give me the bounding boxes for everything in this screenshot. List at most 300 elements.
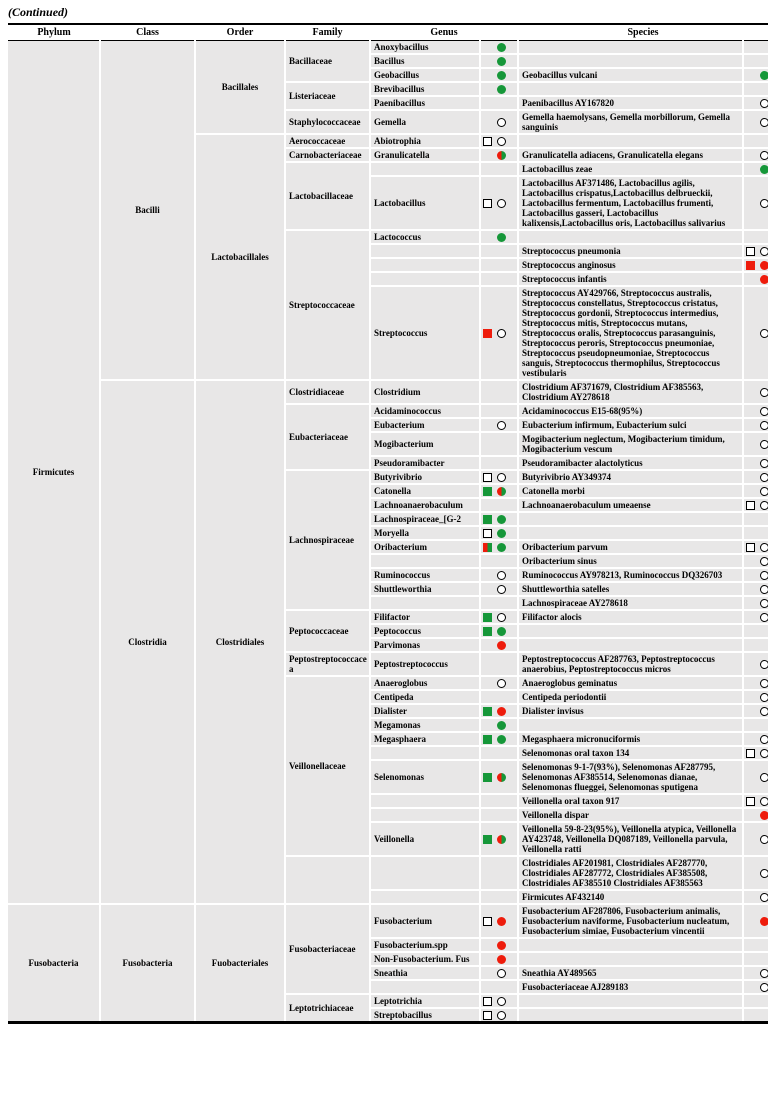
marker-open-circle <box>497 585 506 594</box>
species-markers-cell <box>743 470 768 484</box>
genus-markers-cell <box>480 470 518 484</box>
marker-open-circle <box>760 407 769 416</box>
species-markers-cell <box>743 856 768 890</box>
genus-markers-cell <box>480 110 518 134</box>
genus-cell: Gemella <box>370 110 480 134</box>
species-markers-cell <box>743 704 768 718</box>
family-group-cell <box>285 856 370 904</box>
species-cell: Ruminococcus AY978213, Ruminococcus DQ326703 <box>518 568 743 582</box>
genus-cell: Brevibacillus <box>370 82 480 96</box>
genus-cell <box>370 258 480 272</box>
species-cell: Shuttleworthia satelles <box>518 582 743 596</box>
table-row <box>8 380 768 404</box>
genus-markers-cell <box>480 484 518 498</box>
species-cell <box>518 952 743 966</box>
genus-markers-cell <box>480 980 518 994</box>
genus-cell: Ruminococcus <box>370 568 480 582</box>
species-cell: Selenomonas 9-1-7(93%), Selenomonas AF287795, Selenomonas AF385514, Selenomonas dianae, Selenomonas flueggei, Selenomonas sputigena <box>518 760 743 794</box>
marker-red-green-split-square <box>483 543 492 552</box>
species-markers-cell <box>743 938 768 952</box>
marker-open-circle <box>760 707 769 716</box>
species-markers-cell <box>743 540 768 554</box>
species-markers-cell <box>743 418 768 432</box>
species-cell <box>518 54 743 68</box>
class-group-cell: Fusobacteria <box>100 904 195 1023</box>
marker-open-circle <box>760 199 769 208</box>
marker-green-circle <box>497 71 506 80</box>
species-cell: Clostridium AF371679, Clostridium AF385563, Clostridium AY278618 <box>518 380 743 404</box>
marker-open-circle <box>760 613 769 622</box>
marker-open-circle <box>760 543 769 552</box>
genus-markers-cell <box>480 286 518 380</box>
species-markers-cell <box>743 456 768 470</box>
species-markers-cell <box>743 258 768 272</box>
genus-markers-cell <box>480 134 518 148</box>
species-markers-cell <box>743 904 768 938</box>
genus-cell <box>370 794 480 808</box>
species-markers-cell <box>743 404 768 418</box>
family-group-cell: Staphylococcaceae <box>285 110 370 134</box>
marker-red-circle <box>497 641 506 650</box>
genus-cell: Dialister <box>370 704 480 718</box>
species-cell: Pseudoramibacter alactolyticus <box>518 456 743 470</box>
genus-cell <box>370 890 480 904</box>
species-markers-cell <box>743 148 768 162</box>
genus-markers-cell <box>480 994 518 1008</box>
marker-green-square <box>483 613 492 622</box>
species-markers-cell <box>743 432 768 456</box>
genus-cell <box>370 162 480 176</box>
marker-open-circle <box>760 983 769 992</box>
marker-open-circle <box>760 893 769 902</box>
family-group-cell: Lachnospiraceae <box>285 470 370 610</box>
genus-cell: Non-Fusobacterium. Fus <box>370 952 480 966</box>
marker-open-square <box>483 199 492 208</box>
marker-open-circle <box>760 585 769 594</box>
marker-green-circle <box>760 71 769 80</box>
species-markers-cell <box>743 746 768 760</box>
marker-green-square <box>483 627 492 636</box>
species-cell: Lachnospiraceae AY278618 <box>518 596 743 610</box>
genus-markers-cell <box>480 148 518 162</box>
marker-red-circle <box>760 811 769 820</box>
species-markers-cell <box>743 512 768 526</box>
genus-cell: Geobacillus <box>370 68 480 82</box>
species-markers-cell <box>743 41 768 55</box>
species-cell: Paenibacillus AY167820 <box>518 96 743 110</box>
genus-markers-cell <box>480 952 518 966</box>
family-group-cell: Veillonellaceae <box>285 676 370 856</box>
species-cell <box>518 638 743 652</box>
marker-open-circle <box>497 1011 506 1020</box>
marker-open-circle <box>760 571 769 580</box>
marker-open-circle <box>497 997 506 1006</box>
genus-cell: Oribacterium <box>370 540 480 554</box>
genus-markers-cell <box>480 610 518 624</box>
marker-green-square <box>483 835 492 844</box>
marker-red-circle <box>497 917 506 926</box>
species-cell <box>518 526 743 540</box>
genus-cell: Veillonella <box>370 822 480 856</box>
marker-red-green-split-circle <box>497 151 506 160</box>
genus-cell: Filifactor <box>370 610 480 624</box>
species-markers-cell <box>743 718 768 732</box>
species-cell: Streptococcus anginosus <box>518 258 743 272</box>
marker-red-circle <box>760 275 769 284</box>
species-cell: Gemella haemolysans, Gemella morbillorum, Gemella sanguinis <box>518 110 743 134</box>
genus-cell <box>370 244 480 258</box>
marker-open-circle <box>497 118 506 127</box>
species-cell: Filifactor alocis <box>518 610 743 624</box>
marker-open-circle <box>760 599 769 608</box>
marker-red-circle <box>760 261 769 270</box>
genus-markers-cell <box>480 568 518 582</box>
species-cell: Sneathia AY489565 <box>518 966 743 980</box>
marker-open-square <box>483 473 492 482</box>
species-cell: Butyrivibrio AY349374 <box>518 470 743 484</box>
genus-markers-cell <box>480 526 518 540</box>
marker-open-circle <box>760 388 769 397</box>
genus-cell: Paenibacillus <box>370 96 480 110</box>
column-header-order: Order <box>195 24 285 41</box>
species-cell: Geobacillus vulcani <box>518 68 743 82</box>
family-group-cell: Peptococcaceae <box>285 610 370 652</box>
genus-markers-cell <box>480 904 518 938</box>
genus-cell: Lachnoanaerobaculum <box>370 498 480 512</box>
genus-markers-cell <box>480 938 518 952</box>
genus-markers-cell <box>480 638 518 652</box>
marker-open-square <box>483 997 492 1006</box>
species-cell <box>518 512 743 526</box>
species-cell: Catonella morbi <box>518 484 743 498</box>
species-markers-cell <box>743 690 768 704</box>
species-cell: Acidaminococcus E15-68(95%) <box>518 404 743 418</box>
family-group-cell: Clostridiaceae <box>285 380 370 404</box>
order-group-cell: Fuobacteriales <box>195 904 285 1023</box>
species-markers-cell <box>743 822 768 856</box>
marker-red-circle <box>497 955 506 964</box>
family-group-cell: Bacillaceae <box>285 41 370 83</box>
species-markers-cell <box>743 952 768 966</box>
genus-markers-cell <box>480 1008 518 1023</box>
species-cell <box>518 1008 743 1023</box>
genus-cell: Mogibacterium <box>370 432 480 456</box>
genus-markers-cell <box>480 596 518 610</box>
phylum-group-cell: Firmicutes <box>8 41 100 905</box>
marker-green-square <box>483 707 492 716</box>
species-markers-cell <box>743 808 768 822</box>
genus-cell: Anoxybacillus <box>370 41 480 55</box>
genus-markers-cell <box>480 230 518 244</box>
genus-cell: Catonella <box>370 484 480 498</box>
marker-open-circle <box>760 969 769 978</box>
genus-markers-cell <box>480 96 518 110</box>
marker-green-circle <box>497 515 506 524</box>
marker-open-circle <box>497 969 506 978</box>
species-cell <box>518 718 743 732</box>
genus-markers-cell <box>480 890 518 904</box>
marker-green-square <box>483 515 492 524</box>
genus-cell: Bacillus <box>370 54 480 68</box>
marker-red-green-split-circle <box>497 773 506 782</box>
genus-cell: Leptotrichia <box>370 994 480 1008</box>
species-markers-cell <box>743 994 768 1008</box>
marker-green-square <box>483 487 492 496</box>
marker-green-circle <box>497 543 506 552</box>
genus-cell: Streptobacillus <box>370 1008 480 1023</box>
genus-markers-cell <box>480 856 518 890</box>
genus-markers-cell <box>480 822 518 856</box>
genus-cell: Megamonas <box>370 718 480 732</box>
genus-markers-cell <box>480 704 518 718</box>
marker-green-circle <box>497 85 506 94</box>
marker-green-circle <box>497 233 506 242</box>
genus-cell <box>370 272 480 286</box>
species-markers-cell <box>743 568 768 582</box>
marker-red-square <box>746 261 755 270</box>
family-group-cell: Leptotrichiaceae <box>285 994 370 1023</box>
species-markers-cell <box>743 966 768 980</box>
genus-cell: Granulicatella <box>370 148 480 162</box>
marker-open-circle <box>760 151 769 160</box>
marker-open-square <box>483 1011 492 1020</box>
species-markers-cell <box>743 652 768 676</box>
species-cell: Eubacterium infirmum, Eubacterium sulci <box>518 418 743 432</box>
genus-markers-cell <box>480 582 518 596</box>
column-header-species: Species <box>518 24 768 41</box>
species-markers-cell <box>743 980 768 994</box>
genus-markers-cell <box>480 404 518 418</box>
genus-cell: Lachnospiraceae_[G-2 <box>370 512 480 526</box>
genus-cell <box>370 856 480 890</box>
species-markers-cell <box>743 1008 768 1023</box>
genus-cell: Fusobacterium <box>370 904 480 938</box>
marker-red-circle <box>497 941 506 950</box>
family-group-cell: Listeriaceae <box>285 82 370 110</box>
species-markers-cell <box>743 286 768 380</box>
species-markers-cell <box>743 380 768 404</box>
genus-cell <box>370 980 480 994</box>
species-cell: Dialister invisus <box>518 704 743 718</box>
taxonomy-table <box>8 23 768 1024</box>
marker-open-square <box>746 501 755 510</box>
phylum-group-cell: Fusobacteria <box>8 904 100 1023</box>
species-cell <box>518 134 743 148</box>
species-markers-cell <box>743 230 768 244</box>
marker-red-green-split-circle <box>497 487 506 496</box>
marker-open-circle <box>760 797 769 806</box>
genus-markers-cell <box>480 380 518 404</box>
genus-markers-cell <box>480 498 518 512</box>
species-markers-cell <box>743 54 768 68</box>
species-markers-cell <box>743 890 768 904</box>
marker-green-square <box>483 773 492 782</box>
table-row <box>8 904 768 938</box>
species-cell: Oribacterium sinus <box>518 554 743 568</box>
species-markers-cell <box>743 484 768 498</box>
species-cell: Centipeda periodontii <box>518 690 743 704</box>
marker-green-circle <box>497 43 506 52</box>
marker-red-square <box>483 329 492 338</box>
species-cell: Veillonella oral taxon 917 <box>518 794 743 808</box>
species-cell: Veillonella dispar <box>518 808 743 822</box>
genus-markers-cell <box>480 540 518 554</box>
species-cell <box>518 994 743 1008</box>
species-markers-cell <box>743 554 768 568</box>
species-cell: Selenomonas oral taxon 134 <box>518 746 743 760</box>
genus-cell: Centipeda <box>370 690 480 704</box>
species-markers-cell <box>743 498 768 512</box>
marker-open-circle <box>760 487 769 496</box>
genus-markers-cell <box>480 456 518 470</box>
species-cell <box>518 938 743 952</box>
marker-red-green-split-circle <box>497 835 506 844</box>
marker-green-circle <box>497 627 506 636</box>
genus-markers-cell <box>480 690 518 704</box>
marker-open-circle <box>760 118 769 127</box>
species-markers-cell <box>743 272 768 286</box>
species-cell: Streptococcus pneumonia <box>518 244 743 258</box>
family-group-cell: Peptostreptococcacea <box>285 652 370 676</box>
species-cell: Lachnoanaerobaculum umeaense <box>518 498 743 512</box>
family-group-cell: Carnobacteriaceae <box>285 148 370 162</box>
species-markers-cell <box>743 638 768 652</box>
species-markers-cell <box>743 96 768 110</box>
marker-open-circle <box>760 773 769 782</box>
genus-cell: Sneathia <box>370 966 480 980</box>
genus-cell <box>370 808 480 822</box>
genus-cell <box>370 554 480 568</box>
genus-markers-cell <box>480 162 518 176</box>
genus-cell: Peptococcus <box>370 624 480 638</box>
family-group-cell: Aerococcaceae <box>285 134 370 148</box>
marker-open-square <box>746 749 755 758</box>
marker-open-circle <box>497 199 506 208</box>
marker-open-circle <box>760 421 769 430</box>
column-header-phylum: Phylum <box>8 24 100 41</box>
marker-open-circle <box>760 660 769 669</box>
marker-open-circle <box>760 693 769 702</box>
species-cell: Streptococcus infantis <box>518 272 743 286</box>
species-markers-cell <box>743 676 768 690</box>
marker-open-circle <box>760 247 769 256</box>
species-markers-cell <box>743 68 768 82</box>
genus-markers-cell <box>480 624 518 638</box>
species-cell: Fusobacterium AF287806, Fusobacterium animalis, Fusobacterium naviforme, Fusobacterium nucleatum, Fusobacterium simiae, Fusobacterium vincentii <box>518 904 743 938</box>
genus-cell: Peptostreptococcus <box>370 652 480 676</box>
genus-markers-cell <box>480 512 518 526</box>
marker-open-circle <box>760 473 769 482</box>
marker-open-circle <box>497 137 506 146</box>
species-cell: Clostridiales AF201981, Clostridiales AF287770, Clostridiales AF287772, Clostridiales AF385508, Clostridiales AF385510 Clostridiales AF385563 <box>518 856 743 890</box>
class-group-cell: Bacilli <box>100 41 195 381</box>
species-markers-cell <box>743 760 768 794</box>
genus-markers-cell <box>480 760 518 794</box>
marker-green-square <box>483 735 492 744</box>
marker-red-circle <box>497 707 506 716</box>
genus-cell: Lactobacillus <box>370 176 480 230</box>
genus-cell: Eubacterium <box>370 418 480 432</box>
species-cell: Peptostreptococcus AF287763, Peptostreptococcus anaerobius, Peptostreptococcus micros <box>518 652 743 676</box>
marker-open-circle <box>760 329 769 338</box>
taxonomy-table-body <box>8 41 768 1023</box>
column-header-family: Family <box>285 24 370 41</box>
order-group-cell: Clostridiales <box>195 380 285 904</box>
genus-markers-cell <box>480 732 518 746</box>
genus-markers-cell <box>480 272 518 286</box>
genus-markers-cell <box>480 794 518 808</box>
marker-open-circle <box>760 459 769 468</box>
marker-open-circle <box>497 613 506 622</box>
genus-cell: Butyrivibrio <box>370 470 480 484</box>
genus-cell: Shuttleworthia <box>370 582 480 596</box>
marker-open-square <box>483 917 492 926</box>
family-group-cell: Streptococcaceae <box>285 230 370 380</box>
genus-cell: Abiotrophia <box>370 134 480 148</box>
order-group-cell: Bacillales <box>195 41 285 135</box>
genus-markers-cell <box>480 418 518 432</box>
genus-cell <box>370 596 480 610</box>
genus-markers-cell <box>480 718 518 732</box>
genus-markers-cell <box>480 746 518 760</box>
genus-markers-cell <box>480 82 518 96</box>
marker-open-circle <box>760 835 769 844</box>
genus-cell: Pseudoramibacter <box>370 456 480 470</box>
genus-cell: Fusobacterium.spp <box>370 938 480 952</box>
marker-open-circle <box>760 440 769 449</box>
marker-open-circle <box>497 421 506 430</box>
genus-markers-cell <box>480 966 518 980</box>
marker-open-circle <box>760 869 769 878</box>
marker-green-circle <box>497 721 506 730</box>
species-markers-cell <box>743 624 768 638</box>
genus-markers-cell <box>480 432 518 456</box>
genus-cell: Selenomonas <box>370 760 480 794</box>
species-markers-cell <box>743 176 768 230</box>
marker-open-circle <box>760 557 769 566</box>
genus-markers-cell <box>480 258 518 272</box>
genus-cell <box>370 746 480 760</box>
marker-open-square <box>746 247 755 256</box>
marker-open-circle <box>760 749 769 758</box>
species-markers-cell <box>743 732 768 746</box>
species-markers-cell <box>743 82 768 96</box>
continued-label: (Continued) <box>8 5 69 19</box>
family-group-cell: Lactobacillaceae <box>285 162 370 230</box>
marker-open-circle <box>760 735 769 744</box>
species-markers-cell <box>743 134 768 148</box>
species-cell: Fusobacteriaceae AJ289183 <box>518 980 743 994</box>
genus-cell: Lactococcus <box>370 230 480 244</box>
species-markers-cell <box>743 582 768 596</box>
species-markers-cell <box>743 596 768 610</box>
marker-open-circle <box>760 679 769 688</box>
column-header-class: Class <box>100 24 195 41</box>
species-markers-cell <box>743 244 768 258</box>
class-group-cell: Clostridia <box>100 380 195 904</box>
column-header-genus: Genus <box>370 24 518 41</box>
species-cell <box>518 624 743 638</box>
genus-cell: Megasphaera <box>370 732 480 746</box>
genus-markers-cell <box>480 808 518 822</box>
species-cell <box>518 82 743 96</box>
genus-markers-cell <box>480 676 518 690</box>
marker-open-circle <box>497 571 506 580</box>
marker-green-circle <box>760 165 769 174</box>
marker-open-square <box>483 137 492 146</box>
species-cell: Granulicatella adiacens, Granulicatella elegans <box>518 148 743 162</box>
genus-markers-cell <box>480 68 518 82</box>
